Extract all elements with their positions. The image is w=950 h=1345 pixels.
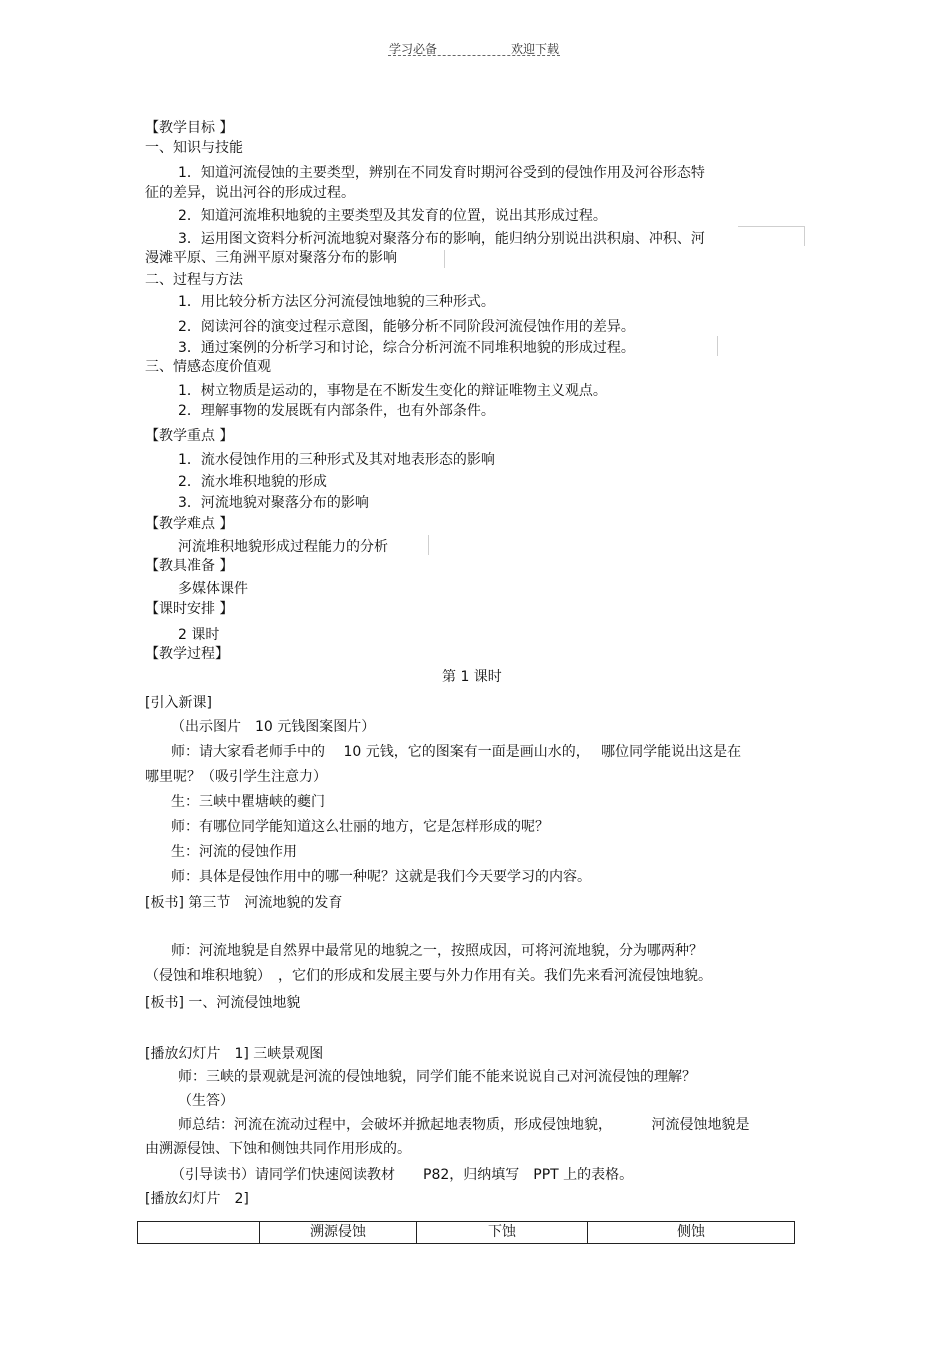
text-line: 师：请大家看老师手中的 10 元钱，它的图案有一面是画山水的， 哪位同学能说出这是在 xyxy=(171,744,742,760)
text-line: 【教具准备 】 xyxy=(145,558,234,574)
text-line: [播放幻灯片 1] 三峡景观图 xyxy=(145,1046,324,1062)
text-line: 师总结：河流在流动过程中，会破坏并掀起地表物质，形成侵蚀地貌， 河流侵蚀地貌是 xyxy=(178,1117,750,1133)
text-line: 3．通过案例的分析学习和讨论，综合分析河流不同堆积地貌的形成过程。 xyxy=(178,340,635,356)
header-left: 学习必备 xyxy=(389,42,438,56)
table-header-cell: 侧蚀 xyxy=(588,1222,795,1244)
text-line: 2．理解事物的发展既有内部条件，也有外部条件。 xyxy=(178,403,495,419)
text-line: 河流堆积地貌形成过程能力的分析 xyxy=(178,539,388,555)
table-header-cell: 溯源侵蚀 xyxy=(260,1222,417,1244)
text-line: 2．流水堆积地貌的形成 xyxy=(178,474,327,490)
text-line: 师：三峡的景观就是河流的侵蚀地貌，同学们能不能来说说自己对河流侵蚀的理解？ xyxy=(178,1069,696,1085)
text-line: 1．用比较分析方法区分河流侵蚀地貌的三种形式。 xyxy=(178,294,495,310)
text-line: 生：河流的侵蚀作用 xyxy=(171,844,297,860)
text-line: 1．知道河流侵蚀的主要类型，辨别在不同发育时期河谷受到的侵蚀作用及河谷形态特 xyxy=(178,165,705,181)
text-line: 【教学重点 】 xyxy=(145,428,234,444)
text-line: 2．知道河流堆积地貌的主要类型及其发育的位置，说出其形成过程。 xyxy=(178,208,607,224)
text-line: 【教学过程】 xyxy=(145,646,229,662)
header-rule xyxy=(388,55,560,56)
text-line: 三、情感态度价值观 xyxy=(145,359,271,375)
scan-artifact xyxy=(738,226,804,227)
text-line: 2 课时 xyxy=(178,627,220,643)
text-line: 【教学目标 】 xyxy=(145,120,234,136)
table-row xyxy=(138,1222,795,1244)
text-line: 多媒体课件 xyxy=(178,581,248,597)
text-line: 3．河流地貌对聚落分布的影响 xyxy=(178,495,369,511)
text-line: 生：三峡中瞿塘峡的夔门 xyxy=(171,794,325,810)
text-line: 2．阅读河谷的演变过程示意图，能够分析不同阶段河流侵蚀作用的差异。 xyxy=(178,319,635,335)
text-line: 漫滩平原、三角洲平原对聚落分布的影响 xyxy=(145,250,397,266)
text-line: [引入新课] xyxy=(145,695,212,711)
text-line: [板书] 一、河流侵蚀地貌 xyxy=(145,995,301,1011)
text-line: 师：河流地貌是自然界中最常见的地貌之一，按照成因，可将河流地貌，分为哪两种？ xyxy=(171,943,703,959)
text-line: [板书] 第三节 河流地貌的发育 xyxy=(145,895,343,911)
header-right: 欢迎下载 xyxy=(511,42,560,56)
text-line: 【课时安排 】 xyxy=(145,601,234,617)
table-header-cell: 下蚀 xyxy=(417,1222,588,1244)
text-line: 一、知识与技能 xyxy=(145,140,243,156)
scan-artifact xyxy=(804,226,805,246)
text-line: 1．树立物质是运动的，事物是在不断发生变化的辩证唯物主义观点。 xyxy=(178,383,607,399)
text-line: （出示图片 10 元钱图案图片） xyxy=(171,719,376,735)
erosion-table xyxy=(137,1221,795,1244)
text-line: 第 1 课时 xyxy=(442,669,502,685)
text-line: 二、过程与方法 xyxy=(145,272,243,288)
text-line: [播放幻灯片 2] xyxy=(145,1191,249,1207)
text-line: 师：有哪位同学能知道这么壮丽的地方，它是怎样形成的呢？ xyxy=(171,819,549,835)
text-line: 3．运用图文资料分析河流地貌对聚落分布的影响，能归纳分别说出洪积扇、冲积、河 xyxy=(178,231,705,247)
text-line: （引导读书）请同学们快速阅读教材 P82，归纳填写 PPT 上的表格。 xyxy=(171,1167,634,1183)
scan-artifact xyxy=(717,336,718,356)
text-line: （生答） xyxy=(178,1093,234,1109)
text-line: （侵蚀和堆积地貌） ，它们的形成和发展主要与外力作用有关。我们先来看河流侵蚀地貌。 xyxy=(145,968,712,984)
scan-artifact xyxy=(428,535,429,555)
text-line: 师：具体是侵蚀作用中的哪一种呢？这就是我们今天要学习的内容。 xyxy=(171,869,591,885)
text-line: 【教学难点 】 xyxy=(145,516,234,532)
text-line: 由溯源侵蚀、下蚀和侧蚀共同作用形成的。 xyxy=(145,1141,411,1157)
text-line: 哪里呢？（吸引学生注意力） xyxy=(145,769,327,785)
text-line: 1．流水侵蚀作用的三种形式及其对地表形态的影响 xyxy=(178,452,495,468)
scan-artifact xyxy=(444,250,445,268)
text-line: 征的差异，说出河谷的形成过程。 xyxy=(145,185,355,201)
table-header-cell xyxy=(138,1222,260,1244)
